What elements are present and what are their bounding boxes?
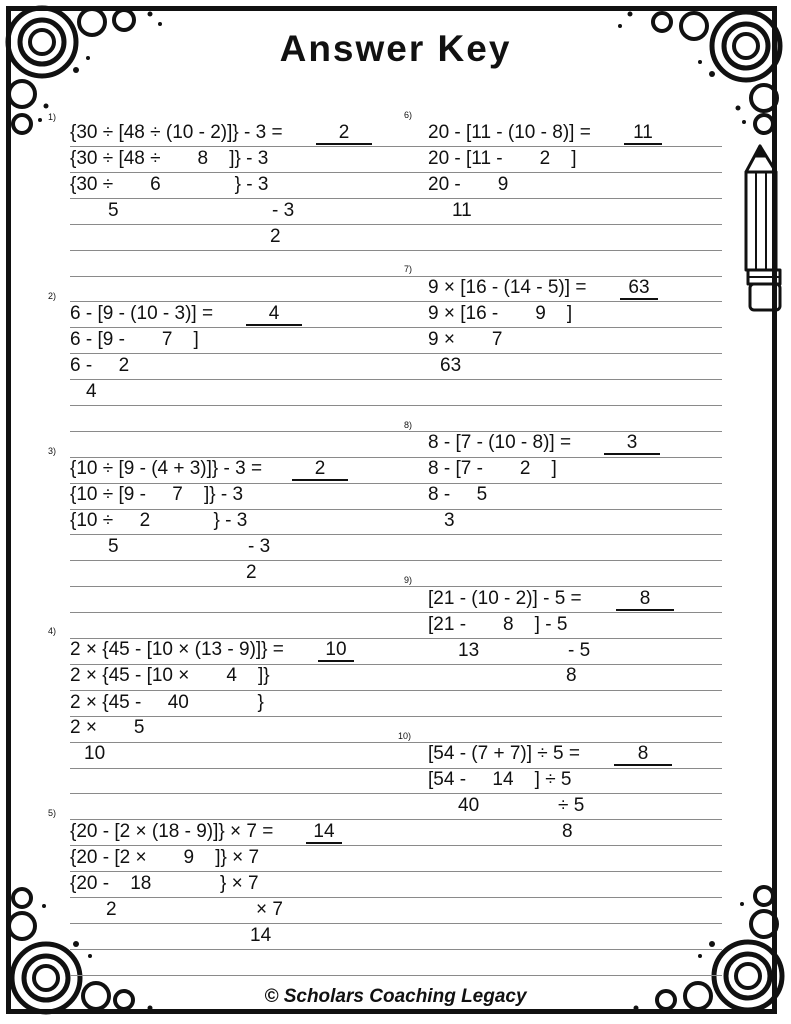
ruled-line (70, 871, 722, 872)
ruled-line (70, 301, 722, 302)
ruled-line (70, 560, 722, 561)
problem-number: 1) (48, 112, 57, 122)
work-step: 8 - [7 - 2 ] (428, 458, 557, 479)
work-step: 2 (270, 226, 281, 247)
problem-number: 9) (404, 575, 413, 585)
problem-number: 7) (404, 264, 413, 274)
work-step: - 5 (568, 640, 591, 661)
work-step: 40 (458, 795, 480, 816)
work-step: 10 (84, 743, 106, 764)
ruled-line (70, 224, 722, 225)
ruled-line (70, 975, 722, 976)
work-step: 9 × [16 - 9 ] (428, 303, 573, 324)
work-step: - 3 (248, 536, 271, 557)
work-step: 4 (86, 381, 97, 402)
ruled-line (70, 612, 722, 613)
work-step: 2 (106, 899, 117, 920)
work-step: 5 (108, 200, 119, 221)
work-step: {30 ÷ [48 ÷ 8 ]} - 3 (70, 148, 269, 169)
ruled-line (70, 198, 722, 199)
problem-expression: {20 - [2 × (18 - 9)]} × 7 = (70, 821, 274, 842)
problem-expression: [21 - (10 - 2)] - 5 = (428, 588, 582, 609)
ruled-line (70, 819, 722, 820)
ruled-line (70, 716, 722, 717)
copyright-footer: © Scholars Coaching Legacy (264, 986, 527, 1007)
problem-expression: {30 ÷ [48 ÷ (10 - 2)]} - 3 = (70, 122, 283, 143)
problem-number: 8) (404, 420, 413, 430)
ruled-line (70, 793, 722, 794)
answer-blank: 3 (604, 432, 660, 455)
answer-blank: 4 (246, 303, 302, 326)
answer-blank: 63 (620, 277, 658, 300)
work-step: 6 - 2 (70, 355, 130, 376)
work-step: {10 ÷ 2 } - 3 (70, 510, 248, 531)
work-step: - 3 (272, 200, 295, 221)
problem-expression: 6 - [9 - (10 - 3)] = (70, 303, 214, 324)
answer-blank: 2 (292, 458, 348, 481)
work-step: [21 - 8 ] - 5 (428, 614, 568, 635)
work-step: 3 (444, 510, 455, 531)
work-step: 8 (562, 821, 573, 842)
ruled-line (70, 327, 722, 328)
answer-blank: 8 (616, 588, 674, 611)
work-step: 20 - [11 - 2 ] (428, 148, 577, 169)
work-step: {30 ÷ 6 } - 3 (70, 174, 269, 195)
work-step: {20 - [2 × 9 ]} × 7 (70, 847, 260, 868)
work-step: 63 (440, 355, 462, 376)
ruled-line (70, 690, 722, 691)
work-step: 14 (250, 925, 272, 946)
problem-number: 10) (398, 731, 412, 741)
work-step: 5 (108, 536, 119, 557)
work-step: 11 (452, 200, 472, 221)
page-title: Answer Key (279, 28, 512, 69)
ruled-line (70, 250, 722, 251)
work-step: 8 - 5 (428, 484, 488, 505)
problem-number: 3) (48, 446, 57, 456)
answer-blank: 8 (614, 743, 672, 766)
problem-number: 5) (48, 808, 57, 818)
work-step: 13 (458, 640, 480, 661)
ruled-line (70, 353, 722, 354)
problem-expression: {10 ÷ [9 - (4 + 3)]} - 3 = (70, 458, 263, 479)
answer-blank: 14 (306, 821, 342, 844)
work-step: 2 × {45 - [10 × 4 ]} (70, 665, 270, 686)
problem-number: 6) (404, 110, 413, 120)
work-step: 2 × 5 (70, 717, 145, 738)
answer-blank: 11 (624, 122, 662, 145)
work-step: 2 × {45 - 40 } (70, 692, 264, 713)
ruled-line (70, 379, 722, 380)
ruled-line (70, 146, 722, 147)
ruled-line (70, 923, 722, 924)
ruled-line (70, 949, 722, 950)
ruled-line (70, 534, 722, 535)
ruled-line (70, 172, 722, 173)
work-step: 6 - [9 - 7 ] (70, 329, 199, 350)
work-step: 2 (246, 562, 257, 583)
ruled-line (70, 845, 722, 846)
problem-number: 4) (48, 626, 57, 636)
work-step: {20 - 18 } × 7 (70, 873, 259, 894)
problem-expression: 8 - [7 - (10 - 8)] = (428, 432, 572, 453)
problem-number: 2) (48, 291, 57, 301)
ruled-line (70, 405, 722, 406)
ruled-line (70, 897, 722, 898)
work-step: 8 (566, 665, 577, 686)
work-step: ÷ 5 (558, 795, 585, 816)
problem-expression: 9 × [16 - (14 - 5)] = (428, 277, 587, 298)
answer-blank: 2 (316, 122, 372, 145)
answer-blank: 10 (318, 639, 354, 662)
work-step: {10 ÷ [9 - 7 ]} - 3 (70, 484, 244, 505)
ruled-line (70, 586, 722, 587)
problem-expression: [54 - (7 + 7)] ÷ 5 = (428, 743, 580, 764)
work-step: [54 - 14 ] ÷ 5 (428, 769, 572, 790)
problem-expression: 20 - [11 - (10 - 8)] = (428, 122, 591, 143)
work-step: 20 - 9 (428, 174, 509, 195)
ruled-line (70, 768, 722, 769)
problem-expression: 2 × {45 - [10 × (13 - 9)]} = (70, 639, 284, 660)
work-step: 9 × 7 (428, 329, 503, 350)
work-step: × 7 (256, 899, 283, 920)
